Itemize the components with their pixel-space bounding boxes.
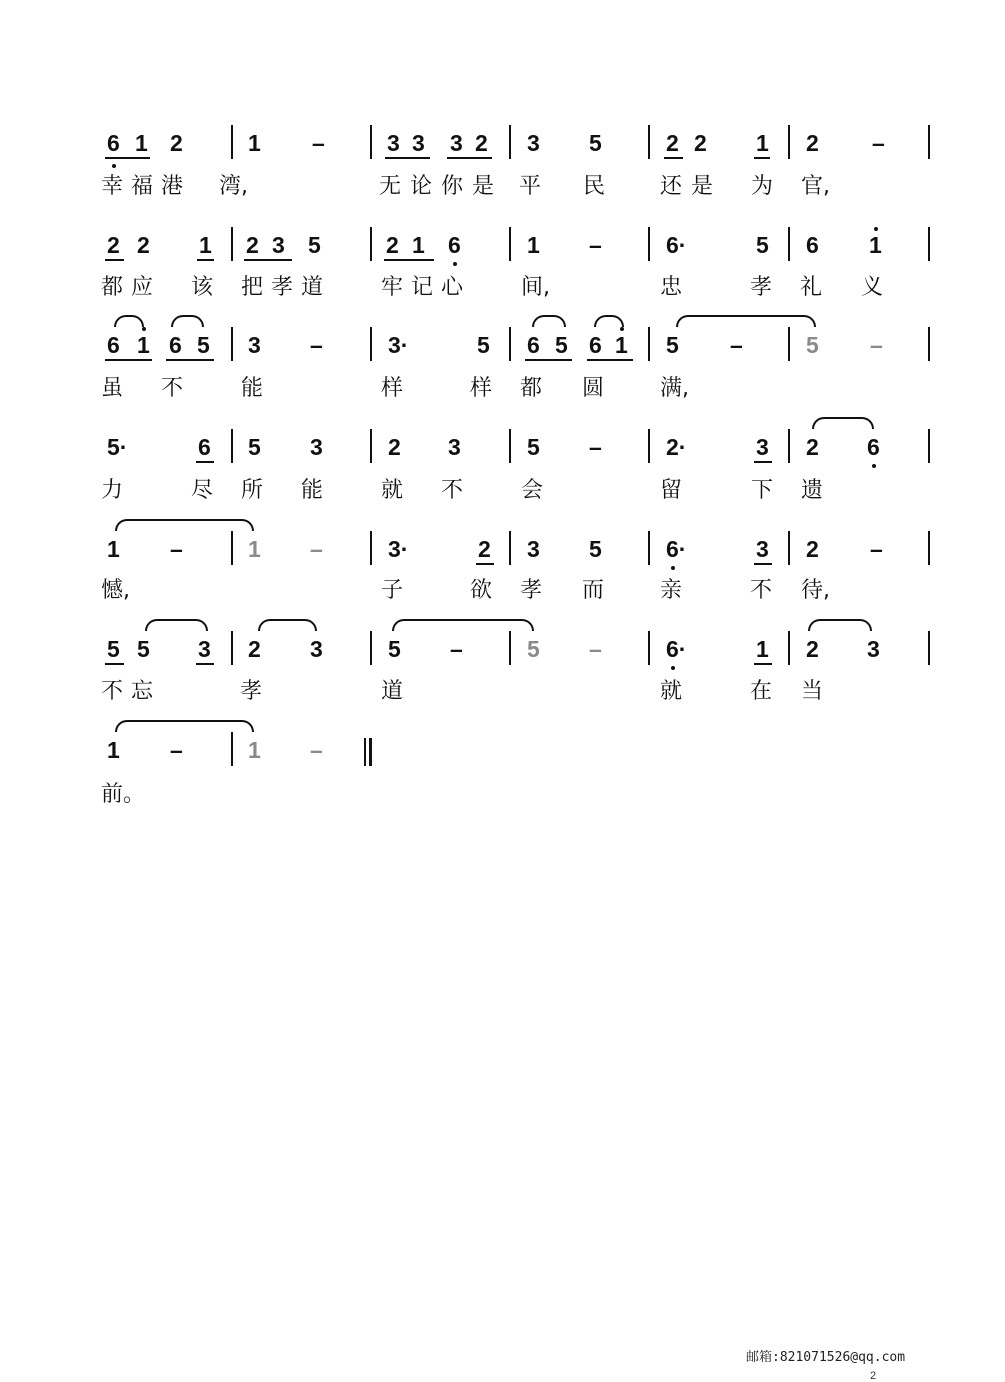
barline <box>788 429 790 463</box>
note-5: 5 <box>527 636 540 662</box>
note-5: 5 <box>477 332 490 358</box>
barline <box>370 631 372 665</box>
lyric-syllable: 不 <box>441 478 464 503</box>
note-3: 3 <box>448 434 461 460</box>
eighth-underline <box>105 259 124 261</box>
slur-arc <box>808 619 872 631</box>
lyric-syllable: 不 <box>101 679 124 704</box>
note-6: 6 <box>107 130 120 156</box>
lyric-syllable: 道 <box>381 679 404 704</box>
note-6: 6 <box>867 434 880 460</box>
lyric-syllable: 该 <box>191 275 214 300</box>
barline <box>370 327 372 361</box>
barline <box>648 531 650 565</box>
eighth-underline <box>105 663 124 665</box>
note-1: 1 <box>107 737 120 763</box>
dash-note: – <box>310 536 323 562</box>
octave-up-dot <box>620 327 624 331</box>
lyric-syllable: 孝 <box>520 578 543 603</box>
eighth-underline <box>196 461 214 463</box>
note-1: 1 <box>248 536 261 562</box>
barline <box>509 531 511 565</box>
barline <box>648 125 650 159</box>
octave-down-dot <box>872 464 876 468</box>
slur-arc <box>115 519 254 531</box>
dash-note: – <box>170 737 183 763</box>
lyric-syllable: 能 <box>241 376 264 401</box>
dash-note: – <box>872 130 885 156</box>
slur-arc <box>258 619 317 631</box>
lyric-syllable: 忠 <box>660 275 683 300</box>
barline <box>648 327 650 361</box>
note-5: 5 <box>197 332 210 358</box>
note-5: 5 <box>527 434 540 460</box>
barline <box>231 631 233 665</box>
lyric-syllable: 间, <box>521 275 550 300</box>
octave-down-dot <box>671 566 675 570</box>
eighth-underline <box>754 461 772 463</box>
lyric-syllable: 是 <box>691 174 714 199</box>
slur-arc <box>145 619 208 631</box>
note-2: 2 <box>666 130 679 156</box>
slur-arc <box>594 315 624 327</box>
note-3: 3 <box>310 636 323 662</box>
dash-note: – <box>170 536 183 562</box>
barline <box>928 531 930 565</box>
note-3: 3 <box>527 130 540 156</box>
barline <box>370 125 372 159</box>
dash-note: – <box>870 536 883 562</box>
note-2: 2 <box>806 636 819 662</box>
note-5: 5 <box>806 332 819 358</box>
note-5·: 5· <box>107 434 128 460</box>
dash-note: – <box>450 636 463 662</box>
eighth-underline <box>754 563 772 565</box>
lyric-syllable: 样 <box>381 376 404 401</box>
lyric-syllable: 亲 <box>660 578 683 603</box>
note-2: 2 <box>170 130 183 156</box>
note-5: 5 <box>308 232 321 258</box>
note-2: 2 <box>137 232 150 258</box>
note-2: 2 <box>806 536 819 562</box>
lyric-syllable: 所 <box>241 478 264 503</box>
note-1: 1 <box>199 232 212 258</box>
note-3·: 3· <box>388 332 409 358</box>
barline <box>788 631 790 665</box>
lyric-syllable: 心 <box>441 275 464 300</box>
barline <box>231 125 233 159</box>
footer-email: 邮箱:821071526@qq.com <box>746 1350 906 1365</box>
note-1: 1 <box>248 737 261 763</box>
note-5: 5 <box>666 332 679 358</box>
barline <box>509 327 511 361</box>
barline <box>928 631 930 665</box>
lyric-syllable: 不 <box>750 578 773 603</box>
slur-arc <box>676 315 816 327</box>
note-1: 1 <box>248 130 261 156</box>
slur-arc <box>392 619 534 631</box>
barline <box>509 429 511 463</box>
lyric-syllable: 忘 <box>131 679 154 704</box>
lyric-syllable: 力 <box>101 478 124 503</box>
barline <box>509 631 511 665</box>
lyric-syllable: 样 <box>470 376 493 401</box>
barline <box>788 125 790 159</box>
slur-arc <box>812 417 874 429</box>
lyric-syllable: 港 <box>161 174 184 199</box>
note-3: 3 <box>248 332 261 358</box>
eighth-underline <box>525 359 572 361</box>
lyric-syllable: 虽 <box>101 376 124 401</box>
barline <box>788 327 790 361</box>
dash-note: – <box>589 434 602 460</box>
eighth-underline <box>196 663 214 665</box>
dash-note: – <box>312 130 325 156</box>
eighth-underline <box>385 157 430 159</box>
note-3: 3 <box>756 536 769 562</box>
note-2: 2 <box>386 232 399 258</box>
lyric-syllable: 前。 <box>101 782 146 807</box>
note-2: 2 <box>478 536 491 562</box>
eighth-underline <box>105 157 150 159</box>
note-1: 1 <box>527 232 540 258</box>
final-barline-thick <box>369 738 372 766</box>
barline <box>928 429 930 463</box>
barline <box>231 531 233 565</box>
note-2·: 2· <box>666 434 687 460</box>
note-6: 6 <box>107 332 120 358</box>
note-5: 5 <box>589 536 602 562</box>
note-1: 1 <box>756 636 769 662</box>
barline <box>370 531 372 565</box>
page-number: 2 <box>870 1370 877 1382</box>
lyric-syllable: 牢 <box>381 275 404 300</box>
barline <box>648 631 650 665</box>
note-5: 5 <box>137 636 150 662</box>
octave-down-dot <box>453 262 457 266</box>
barline <box>788 227 790 261</box>
barline <box>509 125 511 159</box>
lyric-syllable: 能 <box>301 478 324 503</box>
lyric-syllable: 是 <box>472 174 495 199</box>
eighth-underline <box>384 259 434 261</box>
barline <box>648 429 650 463</box>
lyric-syllable: 湾, <box>219 174 248 199</box>
note-1: 1 <box>412 232 425 258</box>
eighth-underline <box>754 157 770 159</box>
eighth-underline <box>476 563 494 565</box>
barline <box>231 227 233 261</box>
slur-arc <box>115 720 254 732</box>
lyric-syllable: 无 <box>379 174 402 199</box>
note-3: 3 <box>310 434 323 460</box>
dash-note: – <box>589 636 602 662</box>
barline <box>231 327 233 361</box>
lyric-syllable: 为 <box>751 174 774 199</box>
note-3: 3 <box>387 130 400 156</box>
dash-note: – <box>310 737 323 763</box>
note-5: 5 <box>248 434 261 460</box>
note-5: 5 <box>589 130 602 156</box>
lyric-syllable: 遗 <box>801 478 824 503</box>
eighth-underline <box>664 157 683 159</box>
slur-arc <box>532 315 566 327</box>
note-5: 5 <box>555 332 568 358</box>
lyric-syllable: 子 <box>381 578 404 603</box>
barline <box>231 732 233 766</box>
note-3·: 3· <box>388 536 409 562</box>
lyric-syllable: 礼 <box>800 275 823 300</box>
note-3: 3 <box>527 536 540 562</box>
note-3: 3 <box>756 434 769 460</box>
lyric-syllable: 留 <box>660 478 683 503</box>
octave-up-dot <box>874 227 878 231</box>
lyric-syllable: 道 <box>301 275 324 300</box>
note-6·: 6· <box>666 232 687 258</box>
note-5: 5 <box>107 636 120 662</box>
eighth-underline <box>754 663 772 665</box>
note-2: 2 <box>475 130 488 156</box>
note-2: 2 <box>107 232 120 258</box>
note-1: 1 <box>107 536 120 562</box>
eighth-underline <box>105 359 152 361</box>
eighth-underline <box>197 259 214 261</box>
lyric-syllable: 把 <box>241 275 264 300</box>
dash-note: – <box>730 332 743 358</box>
note-6·: 6· <box>666 536 687 562</box>
note-3: 3 <box>272 232 285 258</box>
octave-up-dot <box>142 327 146 331</box>
lyric-syllable: 下 <box>751 478 774 503</box>
lyric-syllable: 当 <box>801 679 824 704</box>
lyric-syllable: 待, <box>801 578 830 603</box>
lyric-syllable: 孝 <box>750 275 773 300</box>
barline <box>509 227 511 261</box>
note-3: 3 <box>450 130 463 156</box>
lyric-syllable: 都 <box>101 275 124 300</box>
barline <box>231 429 233 463</box>
note-6·: 6· <box>666 636 687 662</box>
octave-down-dot <box>671 666 675 670</box>
barline <box>928 327 930 361</box>
lyric-syllable: 圆 <box>582 376 605 401</box>
dash-note: – <box>589 232 602 258</box>
lyric-syllable: 在 <box>750 679 773 704</box>
eighth-underline <box>587 359 633 361</box>
note-5: 5 <box>756 232 769 258</box>
final-barline-thin <box>364 738 366 766</box>
note-6: 6 <box>448 232 461 258</box>
note-6: 6 <box>806 232 819 258</box>
lyric-syllable: 论 <box>410 174 433 199</box>
note-1: 1 <box>615 332 628 358</box>
lyric-syllable: 尽 <box>191 478 214 503</box>
lyric-syllable: 孝 <box>240 679 263 704</box>
note-6: 6 <box>198 434 211 460</box>
lyric-syllable: 福 <box>131 174 154 199</box>
lyric-syllable: 都 <box>520 376 543 401</box>
lyric-syllable: 应 <box>131 275 154 300</box>
note-6: 6 <box>589 332 602 358</box>
note-2: 2 <box>694 130 707 156</box>
eighth-underline <box>166 359 214 361</box>
lyric-syllable: 民 <box>583 174 606 199</box>
barline <box>370 227 372 261</box>
lyric-syllable: 满, <box>660 376 689 401</box>
barline <box>928 125 930 159</box>
dash-note: – <box>310 332 323 358</box>
note-6: 6 <box>169 332 182 358</box>
lyric-syllable: 孝 <box>271 275 294 300</box>
barline <box>648 227 650 261</box>
note-3: 3 <box>198 636 211 662</box>
lyric-syllable: 记 <box>411 275 434 300</box>
lyric-syllable: 憾, <box>101 578 130 603</box>
lyric-syllable: 平 <box>519 174 542 199</box>
note-2: 2 <box>806 434 819 460</box>
lyric-syllable: 欲 <box>470 578 493 603</box>
octave-down-dot <box>112 164 116 168</box>
note-5: 5 <box>388 636 401 662</box>
lyric-syllable: 义 <box>861 275 884 300</box>
note-1: 1 <box>869 232 882 258</box>
lyric-syllable: 就 <box>660 679 683 704</box>
note-3: 3 <box>412 130 425 156</box>
lyric-syllable: 还 <box>660 174 683 199</box>
lyric-syllable: 你 <box>441 174 464 199</box>
note-2: 2 <box>248 636 261 662</box>
eighth-underline <box>244 259 292 261</box>
barline <box>370 429 372 463</box>
barline <box>788 531 790 565</box>
note-1: 1 <box>135 130 148 156</box>
lyric-syllable: 不 <box>161 376 184 401</box>
lyric-syllable: 幸 <box>101 174 124 199</box>
note-2: 2 <box>388 434 401 460</box>
lyric-syllable: 就 <box>381 478 404 503</box>
note-1: 1 <box>137 332 150 358</box>
note-2: 2 <box>246 232 259 258</box>
lyric-syllable: 会 <box>521 478 544 503</box>
barline <box>928 227 930 261</box>
slur-arc <box>171 315 204 327</box>
note-1: 1 <box>756 130 769 156</box>
note-3: 3 <box>867 636 880 662</box>
lyric-syllable: 而 <box>582 578 605 603</box>
note-2: 2 <box>806 130 819 156</box>
slur-arc <box>114 315 144 327</box>
note-6: 6 <box>527 332 540 358</box>
dash-note: – <box>870 332 883 358</box>
lyric-syllable: 官, <box>801 174 830 199</box>
eighth-underline <box>447 157 492 159</box>
